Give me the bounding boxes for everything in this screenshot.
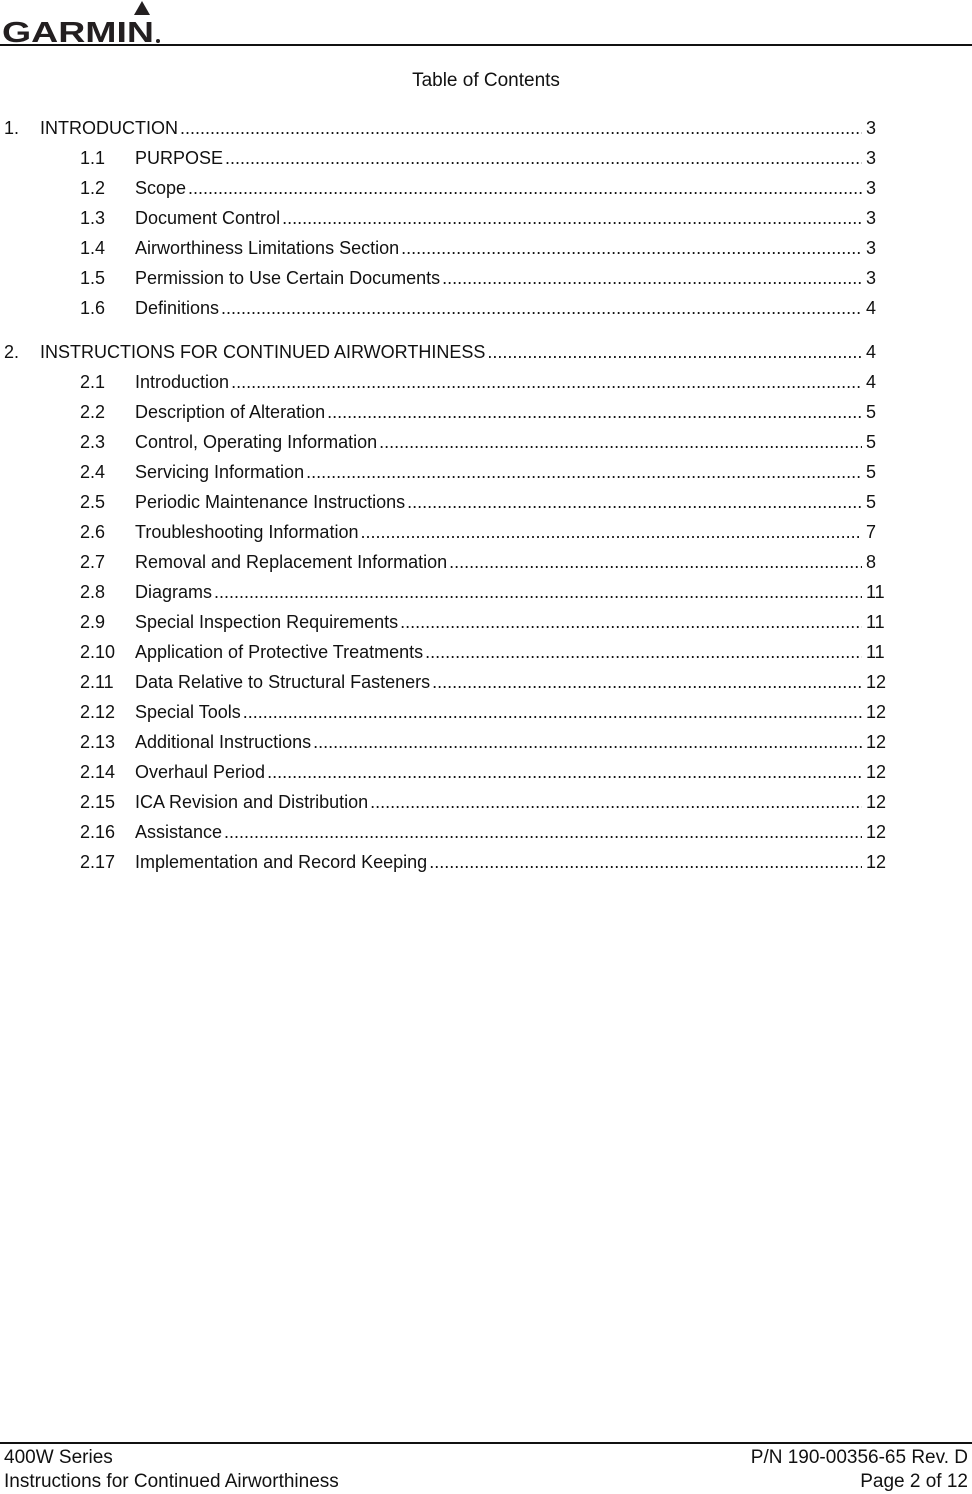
footer-series: 400W Series xyxy=(4,1447,113,1468)
dot-leader xyxy=(487,337,862,367)
page-title: Table of Contents xyxy=(412,70,560,91)
toc-entry-title[interactable]: Application of Protective Treatments xyxy=(135,637,425,667)
toc-entry-title[interactable]: Special Inspection Requirements xyxy=(135,607,400,637)
toc-entry[interactable] xyxy=(0,787,972,817)
toc-entry-number: 2. xyxy=(4,342,20,362)
toc-entry-number: 2.5 xyxy=(80,492,106,512)
toc-entry[interactable] xyxy=(0,337,972,367)
toc-entry[interactable] xyxy=(0,263,972,293)
footer-rule xyxy=(0,1442,972,1444)
toc-entry[interactable] xyxy=(0,757,972,787)
dot-leader xyxy=(188,173,862,203)
dot-leader xyxy=(225,143,862,173)
toc-entry-number: 2.10 xyxy=(80,642,116,662)
toc-entry-page: 12 xyxy=(866,822,887,842)
footer-page-number: Page 2 of 12 xyxy=(860,1471,968,1492)
toc-entry[interactable] xyxy=(0,517,972,547)
toc-entry-page: 12 xyxy=(866,702,887,722)
toc-entry-number: 2.17 xyxy=(80,852,116,872)
toc-entry-number: 1.1 xyxy=(80,148,106,168)
dot-leader xyxy=(449,547,862,577)
footer-part-number: P/N 190-00356-65 Rev. D xyxy=(750,1447,968,1468)
dot-leader xyxy=(327,397,862,427)
toc-entry[interactable] xyxy=(0,547,972,577)
toc-entry-page: 3 xyxy=(866,118,877,138)
toc-entry-number: 2.13 xyxy=(80,732,116,752)
toc-entry-page: 12 xyxy=(866,732,887,752)
table-of-contents xyxy=(0,113,972,877)
dot-leader xyxy=(425,637,862,667)
toc-entry-title[interactable]: ICA Revision and Distribution xyxy=(135,787,370,817)
footer-line-1 xyxy=(4,1447,968,1469)
toc-entry[interactable] xyxy=(0,113,972,143)
toc-entry-page: 4 xyxy=(866,372,877,392)
toc-entry-page: 5 xyxy=(866,402,877,422)
toc-entry-title[interactable]: Airworthiness Limitations Section xyxy=(135,233,401,263)
toc-entry-title[interactable]: Assistance xyxy=(135,817,224,847)
toc-entry-number: 1.5 xyxy=(80,268,106,288)
toc-entry[interactable] xyxy=(0,457,972,487)
dot-leader xyxy=(180,113,862,143)
dot-leader xyxy=(221,293,862,323)
toc-entry[interactable] xyxy=(0,697,972,727)
dot-leader xyxy=(224,817,862,847)
dot-leader xyxy=(306,457,862,487)
dot-leader xyxy=(360,517,862,547)
toc-entry[interactable] xyxy=(0,427,972,457)
toc-entry-number: 2.4 xyxy=(80,462,106,482)
toc-entry-title[interactable]: Removal and Replacement Information xyxy=(135,547,449,577)
toc-entry-title[interactable]: Diagrams xyxy=(135,577,214,607)
dot-leader xyxy=(429,847,862,877)
toc-entry-page: 3 xyxy=(866,268,877,288)
toc-entry-number: 2.12 xyxy=(80,702,116,722)
dot-leader xyxy=(407,487,862,517)
toc-entry-title[interactable]: INTRODUCTION xyxy=(40,113,180,143)
toc-entry-title[interactable]: Scope xyxy=(135,173,188,203)
toc-entry-number: 1.4 xyxy=(80,238,106,258)
toc-entry[interactable] xyxy=(0,667,972,697)
toc-entry[interactable] xyxy=(0,203,972,233)
toc-entry-title[interactable]: Servicing Information xyxy=(135,457,306,487)
toc-entry-page: 4 xyxy=(866,298,877,318)
toc-entry-page: 5 xyxy=(866,462,877,482)
toc-entry-number: 1.6 xyxy=(80,298,106,318)
toc-entry[interactable] xyxy=(0,607,972,637)
toc-entry-page: 11 xyxy=(866,582,885,602)
toc-entry-number: 1. xyxy=(4,118,20,138)
dot-leader xyxy=(231,367,862,397)
toc-entry[interactable] xyxy=(0,637,972,667)
toc-entry-title[interactable]: Definitions xyxy=(135,293,221,323)
toc-entry-number: 2.2 xyxy=(80,402,106,422)
footer-doc-title: Instructions for Continued Airworthiness xyxy=(4,1471,339,1492)
toc-entry[interactable] xyxy=(0,143,972,173)
dot-leader xyxy=(379,427,862,457)
toc-entry-number: 2.9 xyxy=(80,612,106,632)
toc-entry-title[interactable]: Description of Alteration xyxy=(135,397,327,427)
toc-entry-page: 3 xyxy=(866,178,877,198)
toc-entry-title[interactable]: Overhaul Period xyxy=(135,757,267,787)
toc-entry[interactable] xyxy=(0,173,972,203)
toc-entry[interactable] xyxy=(0,293,972,323)
toc-entry[interactable] xyxy=(0,727,972,757)
toc-entry-page: 5 xyxy=(866,432,877,452)
toc-entry[interactable] xyxy=(0,397,972,427)
toc-entry-title[interactable]: Introduction xyxy=(135,367,231,397)
toc-entry[interactable] xyxy=(0,817,972,847)
svg-text:GARMIN: GARMIN xyxy=(2,17,154,44)
toc-entry-title[interactable]: Control, Operating Information xyxy=(135,427,379,457)
toc-entry-page: 11 xyxy=(866,612,885,632)
toc-entry-page: 5 xyxy=(866,492,877,512)
toc-entry[interactable] xyxy=(0,577,972,607)
toc-entry-page: 7 xyxy=(866,522,877,542)
toc-entry-title[interactable]: Special Tools xyxy=(135,697,243,727)
dot-leader xyxy=(370,787,862,817)
toc-entry[interactable] xyxy=(0,233,972,263)
dot-leader xyxy=(400,607,862,637)
toc-entry-title[interactable]: Additional Instructions xyxy=(135,727,313,757)
toc-entry[interactable] xyxy=(0,367,972,397)
toc-entry-page: 3 xyxy=(866,238,877,258)
toc-entry-page: 12 xyxy=(866,672,887,692)
toc-entry-title[interactable]: Document Control xyxy=(135,203,282,233)
toc-entry-page: 11 xyxy=(866,642,885,662)
toc-entry-title[interactable]: INSTRUCTIONS FOR CONTINUED AIRWORTHINESS xyxy=(40,337,487,367)
dot-leader xyxy=(243,697,862,727)
toc-entry-page: 3 xyxy=(866,208,877,228)
toc-entry-title[interactable]: Periodic Maintenance Instructions xyxy=(135,487,407,517)
toc-entry-title[interactable]: Troubleshooting Information xyxy=(135,517,360,547)
garmin-logo xyxy=(2,0,162,44)
toc-entry-number: 2.14 xyxy=(80,762,116,782)
dot-leader xyxy=(313,727,862,757)
toc-entry-number: 2.11 xyxy=(80,672,114,692)
dot-leader xyxy=(442,263,862,293)
toc-entry-title[interactable]: Data Relative to Structural Fasteners xyxy=(135,667,432,697)
toc-entry-number: 2.16 xyxy=(80,822,116,842)
toc-entry-number: 2.3 xyxy=(80,432,106,452)
toc-entry-page: 8 xyxy=(866,552,877,572)
toc-entry-number: 2.8 xyxy=(80,582,106,602)
dot-leader xyxy=(401,233,862,263)
toc-entry-page: 12 xyxy=(866,792,887,812)
toc-entry-page: 12 xyxy=(866,762,887,782)
dot-leader xyxy=(214,577,862,607)
toc-entry-number: 2.6 xyxy=(80,522,106,542)
toc-entry-page: 12 xyxy=(866,852,887,872)
header-rule xyxy=(0,44,972,46)
toc-entry[interactable] xyxy=(0,847,972,877)
toc-entry-title[interactable]: Permission to Use Certain Documents xyxy=(135,263,442,293)
toc-entry-number: 2.7 xyxy=(80,552,106,572)
toc-entry-title[interactable]: PURPOSE xyxy=(135,143,225,173)
toc-entry-page: 3 xyxy=(866,148,877,168)
toc-entry[interactable] xyxy=(0,487,972,517)
toc-entry-number: 1.3 xyxy=(80,208,106,228)
toc-entry-number: 2.15 xyxy=(80,792,116,812)
toc-entry-page: 4 xyxy=(866,342,877,362)
footer-line-2 xyxy=(4,1471,968,1493)
toc-entry-number: 1.2 xyxy=(80,178,106,198)
dot-leader xyxy=(267,757,862,787)
toc-entry-number: 2.1 xyxy=(80,372,106,392)
dot-leader xyxy=(432,667,862,697)
toc-entry-title[interactable]: Implementation and Record Keeping xyxy=(135,847,429,877)
dot-leader xyxy=(282,203,862,233)
